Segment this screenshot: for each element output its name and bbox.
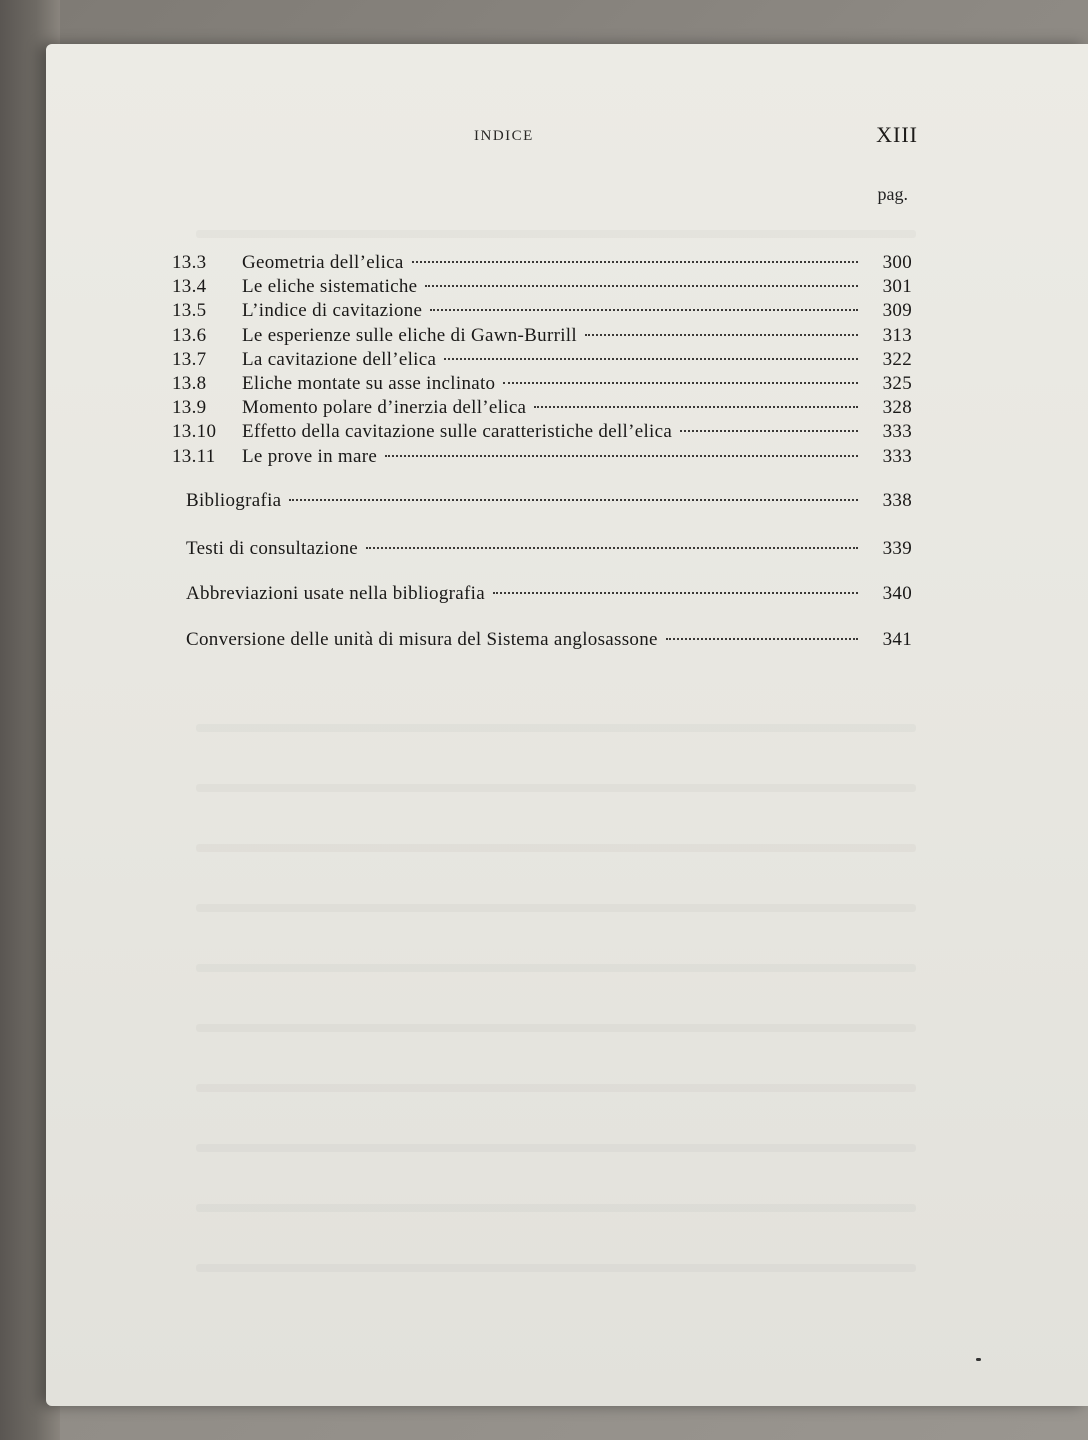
toc-entry-number: 13.5 [172,300,207,322]
toc-entry-page: 309 [882,300,912,322]
dot-leader [366,546,858,549]
toc-entry-number: 13.7 [172,348,207,370]
toc-entry-title: Le prove in mare [242,445,378,467]
show-through-line [196,904,916,912]
toc-entry-page: 301 [882,276,912,298]
toc-entry-number: 13.9 [172,397,207,419]
toc-appendix-entry [186,490,912,516]
toc-appendix-title: Abbreviazioni usate nella bibliografia [186,583,485,604]
dot-leader [412,260,858,263]
toc-entry-page: 300 [882,252,912,273]
dot-leader [425,284,858,287]
toc-entry-number: 13.8 [172,373,207,394]
toc-entry-number: 13.3 [172,252,207,273]
dot-leader [493,591,858,594]
toc-entry [172,300,912,326]
toc-appendix-entry [186,538,912,564]
toc-entry-title: L’indice di cavitazione [242,300,423,322]
dot-leader [289,498,858,501]
toc-entry [172,349,912,375]
toc-entry-number: 13.10 [172,421,217,443]
show-through-line [196,964,916,972]
dot-leader [430,308,858,311]
show-through-line [196,1204,916,1212]
toc-entry [172,446,912,472]
toc-entry-number: 13.6 [172,324,207,346]
running-header-section: INDICE [474,128,534,144]
dot-leader [585,333,858,336]
toc-entry-number: 13.4 [172,276,207,298]
dot-leader [444,357,858,360]
toc-entry-title: Eliche montate su asse inclinato [242,373,496,394]
toc-entry-page: 333 [882,421,912,443]
toc-entry [172,421,912,447]
toc-entry-title: Le eliche sistematiche [242,276,418,298]
toc-entry-page: 313 [882,324,912,346]
toc-entry-number: 13.11 [172,445,216,467]
paper-speck [976,1358,981,1361]
toc-entry-page: 333 [882,445,912,467]
toc-appendix-title: Testi di consultazione [186,538,359,559]
toc-entry-title: Le esperienze sulle eliche di Gawn-Burrill [242,324,577,346]
dot-leader [680,429,858,432]
toc-entry-page: 328 [882,397,912,419]
running-header-page-number: XIII [876,122,918,147]
toc-appendix-title: Conversione delle unità di misura del Sistema anglosassone [186,629,658,650]
show-through-line [196,1024,916,1032]
toc-appendix-title: Bibliografia [186,490,282,511]
toc-appendix-page: 339 [882,538,912,559]
toc-entry-title: La cavitazione dell’elica [242,348,437,370]
toc-entry-title: Geometria dell’elica [242,252,404,273]
show-through-line [196,1264,916,1272]
toc-entry [172,325,912,351]
toc-appendix-entry [186,629,912,655]
toc-entry [172,276,912,302]
toc-entry [172,397,912,423]
show-through-line [196,784,916,792]
dot-leader [385,454,858,457]
book-page [46,44,1088,1406]
show-through-line [196,1084,916,1092]
show-through-line [196,230,916,238]
page-column-label: pag. [877,184,908,204]
toc-entry [172,373,912,399]
toc-entry-title: Effetto della cavitazione sulle caratteristiche dell’elica [242,421,673,443]
toc-entry [172,252,912,278]
dot-leader [503,381,858,384]
toc-entry-title: Momento polare d’inerzia dell’elica [242,397,527,419]
show-through-line [196,1144,916,1152]
dot-leader [534,405,858,408]
toc-appendix-page: 338 [882,490,912,511]
toc-appendix-page: 340 [882,583,912,604]
show-through-line [196,724,916,732]
dot-leader [666,637,858,640]
show-through-line [196,844,916,852]
toc-entry-page: 322 [882,348,912,370]
toc-entry-page: 325 [882,373,912,394]
toc-appendix-entry [186,583,912,609]
toc-appendix-page: 341 [882,629,912,650]
